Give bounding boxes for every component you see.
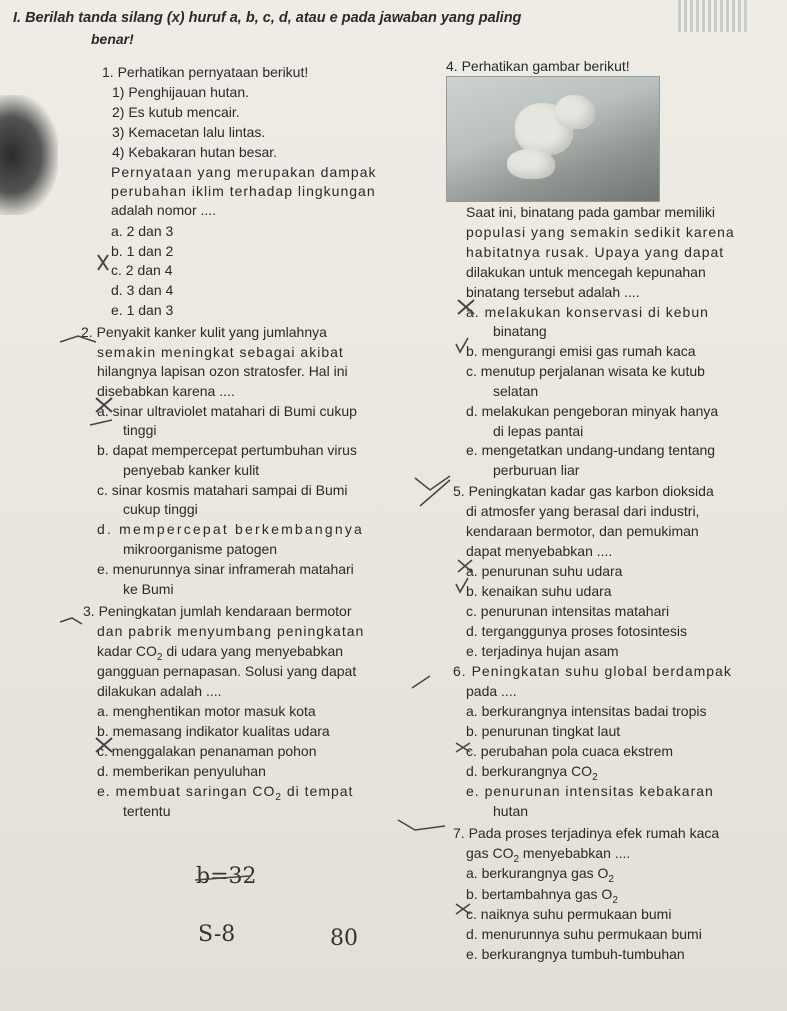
q1-option-c[interactable]: c. 2 dan 4	[111, 262, 173, 278]
pen-stroke	[412, 676, 430, 688]
q3-option-e[interactable]: e. membuat saringan $CO_2$ di tempat	[97, 783, 354, 803]
q1-text: perubahan iklim terhadap lingkungan	[111, 183, 376, 199]
section-title-cont: benar!	[91, 31, 134, 47]
pen-stroke	[60, 336, 96, 342]
q4-text: dilakukan untuk mencegah kepunahan	[466, 264, 706, 280]
q5-option-c[interactable]: c. penurunan intensitas matahari	[466, 603, 670, 619]
handwritten-note: S-8	[198, 922, 236, 947]
q7-option-a[interactable]: a. berkurangnya gas $O_2$	[466, 865, 614, 885]
q6-option-c[interactable]: c. perubahan pola cuaca ekstrem	[466, 743, 674, 759]
q4-option-e[interactable]: e. mengetatkan undang-undang tentang	[466, 442, 716, 458]
q7-stem: 7. Pada proses terjadinya efek rumah kaca	[453, 825, 720, 841]
q5-option-d[interactable]: d. terganggunya proses fotosintesis	[466, 623, 688, 639]
q3-option-a[interactable]: a. menghentikan motor masuk kota	[97, 703, 316, 719]
q3-option-e-cont: tertentu	[123, 803, 171, 819]
q6-option-a[interactable]: a. berkurangnya intensitas badai tropis	[466, 703, 707, 719]
q4-option-b[interactable]: b. mengurangi emisi gas rumah kaca	[466, 343, 696, 359]
q5-option-a[interactable]: a. penurunan suhu udara	[466, 563, 623, 579]
cross-mark-q4	[458, 300, 474, 314]
q7-option-d[interactable]: d. menurunnya suhu permukaan bumi	[466, 926, 702, 942]
q2-option-a[interactable]: a. sinar ultraviolet matahari di Bumi cukup	[97, 403, 357, 419]
q2-stem: disebabkan karena ....	[97, 383, 235, 399]
cross-mark-q3	[96, 738, 112, 752]
q1-text: adalah nomor ....	[111, 202, 217, 218]
q4-option-a[interactable]: a. melakukan konservasi di kebun	[466, 304, 709, 320]
q2-option-c-cont: cukup tinggi	[123, 501, 198, 517]
q3-stem: gangguan pernapasan. Solusi yang dapat	[97, 663, 357, 679]
check-mark-q4	[456, 338, 468, 352]
q5-option-e[interactable]: e. terjadinya hujan asam	[466, 643, 619, 659]
q2-stem: semakin meningkat sebagai akibat	[97, 344, 344, 360]
q4-option-a-cont: binatang	[493, 323, 547, 339]
cross-mark-q6	[456, 743, 470, 752]
q3-option-c[interactable]: c. menggalakan penanaman pohon	[97, 743, 317, 759]
pen-stroke	[60, 618, 82, 624]
q7-option-c[interactable]: c. naiknya suhu permukaan bumi	[466, 906, 672, 922]
cross-mark-q5	[415, 476, 450, 506]
check-mark-q5	[456, 578, 468, 592]
q1-statement: 3) Kemacetan lalu lintas.	[112, 124, 266, 140]
pen-stroke	[195, 876, 250, 880]
q4-option-d-cont: di lepas pantai	[493, 423, 584, 439]
q6-option-e[interactable]: e. penurunan intensitas kebakaran	[466, 783, 714, 799]
q5-stem: dapat menyebabkan ....	[466, 543, 613, 559]
q3-stem: dilakukan adalah ....	[97, 683, 222, 699]
q4-option-c[interactable]: c. menutup perjalanan wisata ke kutub	[466, 363, 705, 379]
q4-text: habitatnya rusak. Upaya yang dapat	[466, 244, 725, 260]
q7-option-e[interactable]: e. berkurangnya tumbuh-tumbuhan	[466, 946, 685, 962]
q2-option-b[interactable]: b. dapat mempercepat pertumbuhan virus	[97, 442, 357, 458]
q4-text: Saat ini, binatang pada gambar memiliki	[466, 204, 716, 220]
q1-stem: 1. Perhatikan pernyataan berikut!	[102, 64, 309, 80]
q1-statement: 2) Es kutub mencair.	[112, 104, 240, 120]
q2-option-b-cont: penyebab kanker kulit	[123, 462, 260, 478]
q6-option-e-cont: hutan	[493, 803, 529, 819]
q2-option-d-cont: mikroorganisme patogen	[123, 541, 278, 557]
q1-statement: 1) Penghijauan hutan.	[112, 84, 249, 100]
cross-mark-q2	[96, 398, 112, 412]
q3-stem: dan pabrik menyumbang peningkatan	[97, 623, 365, 639]
cross-mark-q1	[98, 255, 108, 270]
q7-stem: gas $CO_2$ menyebabkan ....	[466, 845, 631, 865]
q2-option-a-cont: tinggi	[123, 422, 157, 438]
q1-option-e[interactable]: e. 1 dan 3	[111, 302, 174, 318]
q1-text: Pernyataan yang merupakan dampak	[111, 164, 377, 180]
q4-stem: 4. Perhatikan gambar berikut!	[446, 58, 630, 74]
q1-statement: 4) Kebakaran hutan besar.	[112, 144, 278, 160]
handwritten-note: b=32	[196, 864, 257, 889]
q5-stem: 5. Peningkatan kadar gas karbon dioksida	[453, 483, 714, 499]
cross-mark-q7	[456, 904, 470, 914]
q3-stem: kadar $CO_2$ di udara yang menyebabkan	[97, 643, 344, 663]
q2-option-e-cont: ke Bumi	[123, 581, 174, 597]
q2-stem: hilangnya lapisan ozon stratosfer. Hal ini	[97, 363, 348, 379]
cross-mark-q5-a	[458, 560, 472, 572]
q4-text: populasi yang semakin sedikit karena	[466, 224, 735, 240]
q2-option-e[interactable]: e. menurunnya sinar inframerah matahari	[97, 561, 354, 577]
pen-stroke	[90, 420, 112, 425]
q1-option-a[interactable]: a. 2 dan 3	[111, 223, 174, 239]
q7-option-b[interactable]: b. bertambahnya gas $O_2$	[466, 886, 618, 906]
q4-text: binatang tersebut adalah ....	[466, 284, 640, 300]
q6-option-d[interactable]: d. berkurangnya $CO_2$	[466, 763, 598, 783]
q6-stem: 6. Peningkatan suhu global berdampak	[453, 663, 732, 679]
q4-option-e-cont: perburuan liar	[493, 462, 580, 478]
q5-stem: di atmosfer yang berasal dari industri,	[466, 503, 700, 519]
q1-option-b[interactable]: b. 1 dan 2	[111, 243, 174, 259]
q3-stem: 3. Peningkatan jumlah kendaraan bermotor	[83, 603, 352, 619]
q6-stem: pada ....	[466, 683, 517, 699]
handwritten-note: 80	[330, 926, 358, 951]
q2-option-d[interactable]: d. mempercepat berkembangnya	[97, 521, 365, 537]
q2-option-c[interactable]: c. sinar kosmis matahari sampai di Bumi	[97, 482, 348, 498]
q6-option-b[interactable]: b. penurunan tingkat laut	[466, 723, 621, 739]
q3-option-b[interactable]: b. memasang indikator kualitas udara	[97, 723, 330, 739]
q5-stem: kendaraan bermotor, dan pemukiman	[466, 523, 699, 539]
q3-option-d[interactable]: d. memberikan penyuluhan	[97, 763, 266, 779]
q4-option-c-cont: selatan	[493, 383, 539, 399]
q2-stem: 2. Penyakit kanker kulit yang jumlahnya	[81, 324, 327, 340]
pen-stroke	[398, 820, 445, 830]
q5-option-b[interactable]: b. kenaikan suhu udara	[466, 583, 612, 599]
q1-option-d[interactable]: d. 3 dan 4	[111, 282, 174, 298]
q4-option-d[interactable]: d. melakukan pengeboran minyak hanya	[466, 403, 719, 419]
section-title: I. Berilah tanda silang (x) huruf a, b, c, d, atau e pada jawaban yang paling	[13, 10, 522, 26]
